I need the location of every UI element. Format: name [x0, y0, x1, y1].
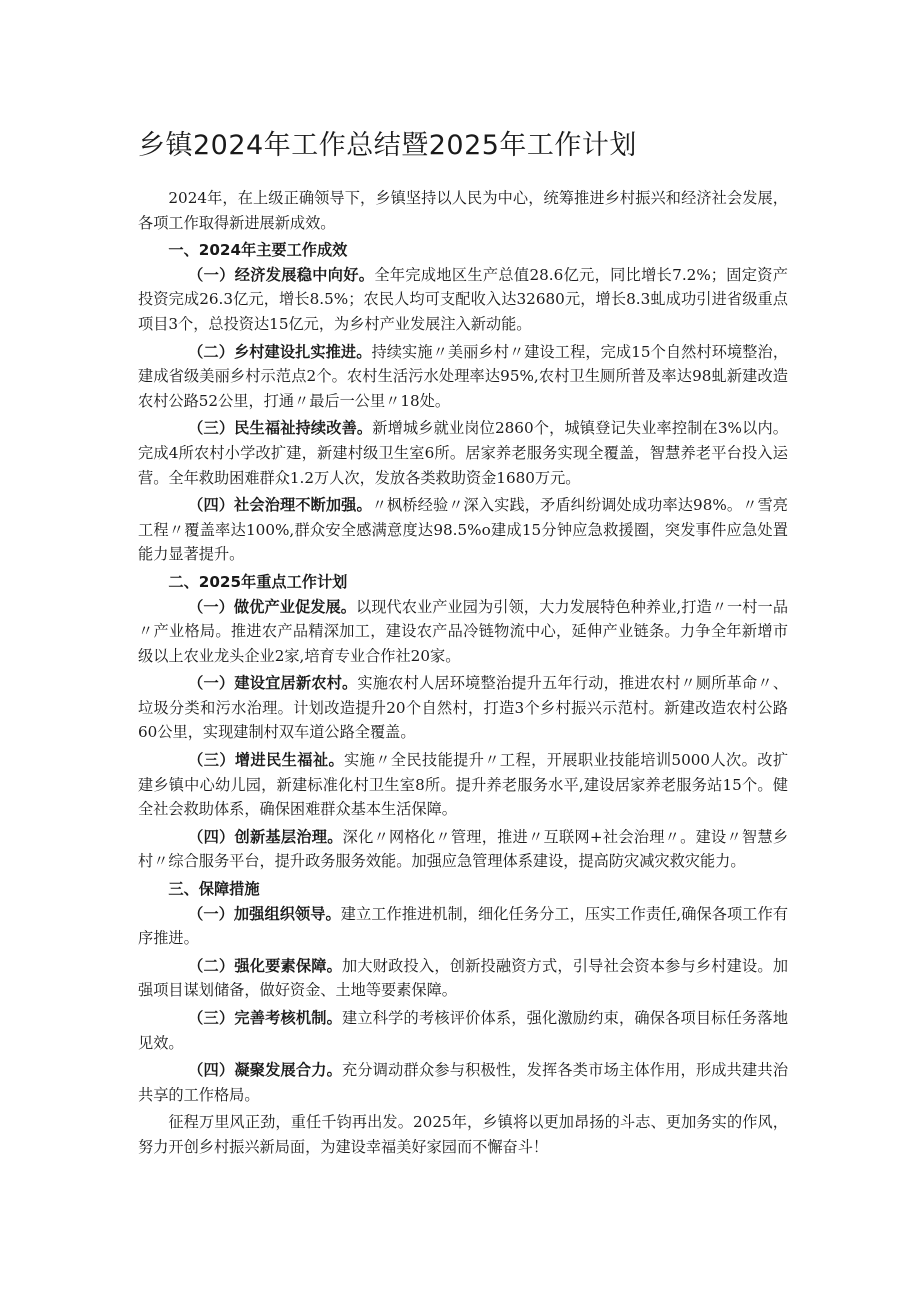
- section-item: [138, 340, 788, 414]
- section-heading: 三、保障措施: [168, 880, 260, 899]
- intro-paragraph: 2024年，在上级正确领导下，乡镇坚持以人民为中心，统筹推进乡村振兴和经济社会发展，各项工作取得新进展新成效。: [138, 189, 788, 232]
- section-item: [138, 825, 788, 874]
- item-text: 以现代农业产业园为引领，大力发展特色种养业,打造〃一村一品〃产业格局。推进农产品精深加工，建设农产品冷链物流中心，延伸产业链条。力争全年新增市级以上农业龙头企业2家,培育专业合作社20家。: [138, 597, 789, 665]
- item-lead: （三）完善考核机制。: [188, 1009, 343, 1027]
- item-text: 建立科学的考核评价体系，强化激励约束，确保各项目标任务落地见效。: [138, 1009, 789, 1052]
- section-item: [138, 748, 788, 822]
- item-lead: （一）建设宜居新农村。: [188, 674, 358, 693]
- item-lead: （一）做优产业促发展。: [188, 597, 356, 616]
- section-item: [138, 1058, 788, 1107]
- item-lead: （四）社会治理不断加强。: [188, 496, 372, 515]
- item-lead: （四）创新基层治理。: [188, 827, 343, 846]
- item-lead: （二）强化要素保障。: [188, 956, 343, 975]
- section-item: [138, 493, 788, 567]
- section-item: [138, 902, 788, 951]
- item-text: 〃枫桥经验〃深入实践，矛盾纠纷调处成功率达98%。〃雪亮工程〃覆盖率达100%,群众安全感满意度达98.5%o建成15分钟应急救援圈，突发事件应急处置能力显著提升。: [138, 496, 788, 564]
- item-lead: （二）乡村建设扎实推进。: [188, 342, 372, 361]
- section-item: [138, 954, 788, 1003]
- item-text: 建立工作推进机制，细化任务分工，压实工作责任,确保各项工作有序推进。: [138, 904, 789, 948]
- document-page: [138, 128, 788, 1160]
- item-lead: （四）凝聚发展合力。: [188, 1061, 343, 1080]
- item-text: 持续实施〃美丽乡村〃建设工程，完成15个自然村环境整治，建成省级美丽乡村示范点2个。农村生活污水处理率达95%,农村卫生厕所普及率达98虬新建改造农村公路52公里，打通〃最后一公里〃18处。: [138, 342, 789, 410]
- section-item: [138, 416, 788, 490]
- section-item: [138, 263, 788, 337]
- item-text: 新增城乡就业岗位2860个，城镇登记失业率控制在3%以内。完成4所农村小学改扩建，新建村级卫生室6所。居家养老服务实现全覆盖，智慧养老平台投入运营。全年救助困难群众1.2万人次，发放各类救助资金1680万元。: [138, 419, 788, 487]
- section-2: [138, 570, 788, 874]
- section-item: [138, 1006, 788, 1055]
- item-text: 全年完成地区生产总值28.6亿元，同比增长7.2%；固定资产投资完成26.3亿元，增长8.5%；农民人均可支配收入达32680元，增长8.3虬成功引进省级重点项目3个，总投资达15亿元，为乡村产业发展注入新动能。: [138, 265, 788, 333]
- item-text: 实施农村人居环境整治提升五年行动，推进农村〃厕所革命〃、垃圾分类和污水治理。计划改造提升20个自然村，打造3个乡村振兴示范村。新建改造农村公路60公里，实现建制村双车道公路全覆盖。: [138, 674, 789, 742]
- item-text: 深化〃网格化〃管理，推进〃互联网+社会治理〃。建设〃智慧乡村〃综合服务平台，提升政务服务效能。加强应急管理体系建设，提高防灾减灾救灾能力。: [138, 827, 789, 871]
- item-lead: （一）经济发展稳中向好。: [188, 265, 375, 284]
- section-heading: 一、2024年主要工作成效: [168, 241, 348, 260]
- item-text: 实施〃全民技能提升〃工程，开展职业技能培训5000人次。改扩建乡镇中心幼儿园，新建标准化村卫生室8所。提升养老服务水平,建设居家养老服务站15个。健全社会救助体系，确保困难群众基本生活保障。: [138, 751, 789, 819]
- section-1: [138, 238, 788, 567]
- closing-paragraph: 征程万里风正劲，重任千钧再出发。2025年，乡镇将以更加昂扬的斗志、更加务实的作风，努力开创乡村振兴新局面，为建设幸福美好家园而不懈奋斗！: [138, 1113, 788, 1156]
- section-item: [138, 671, 788, 745]
- item-lead: （三）民生福祉持续改善。: [188, 419, 373, 438]
- section-3: [138, 877, 788, 1107]
- item-lead: （三）增进民生福祉。: [188, 751, 345, 770]
- item-lead: （一）加强组织领导。: [188, 904, 341, 923]
- item-text: 充分调动群众参与积极性，发挥各类市场主体作用，形成共建共治共享的工作格局。: [138, 1061, 789, 1104]
- document-title: 乡镇2024年工作总结暨2025年工作计划: [138, 130, 637, 161]
- section-item: [138, 595, 788, 669]
- item-text: 加大财政投入，创新投融资方式，引导社会资本参与乡村建设。加强项目谋划储备，做好资金、土地等要素保障。: [138, 956, 789, 1000]
- section-heading: 二、2025年重点工作计划: [168, 572, 348, 591]
